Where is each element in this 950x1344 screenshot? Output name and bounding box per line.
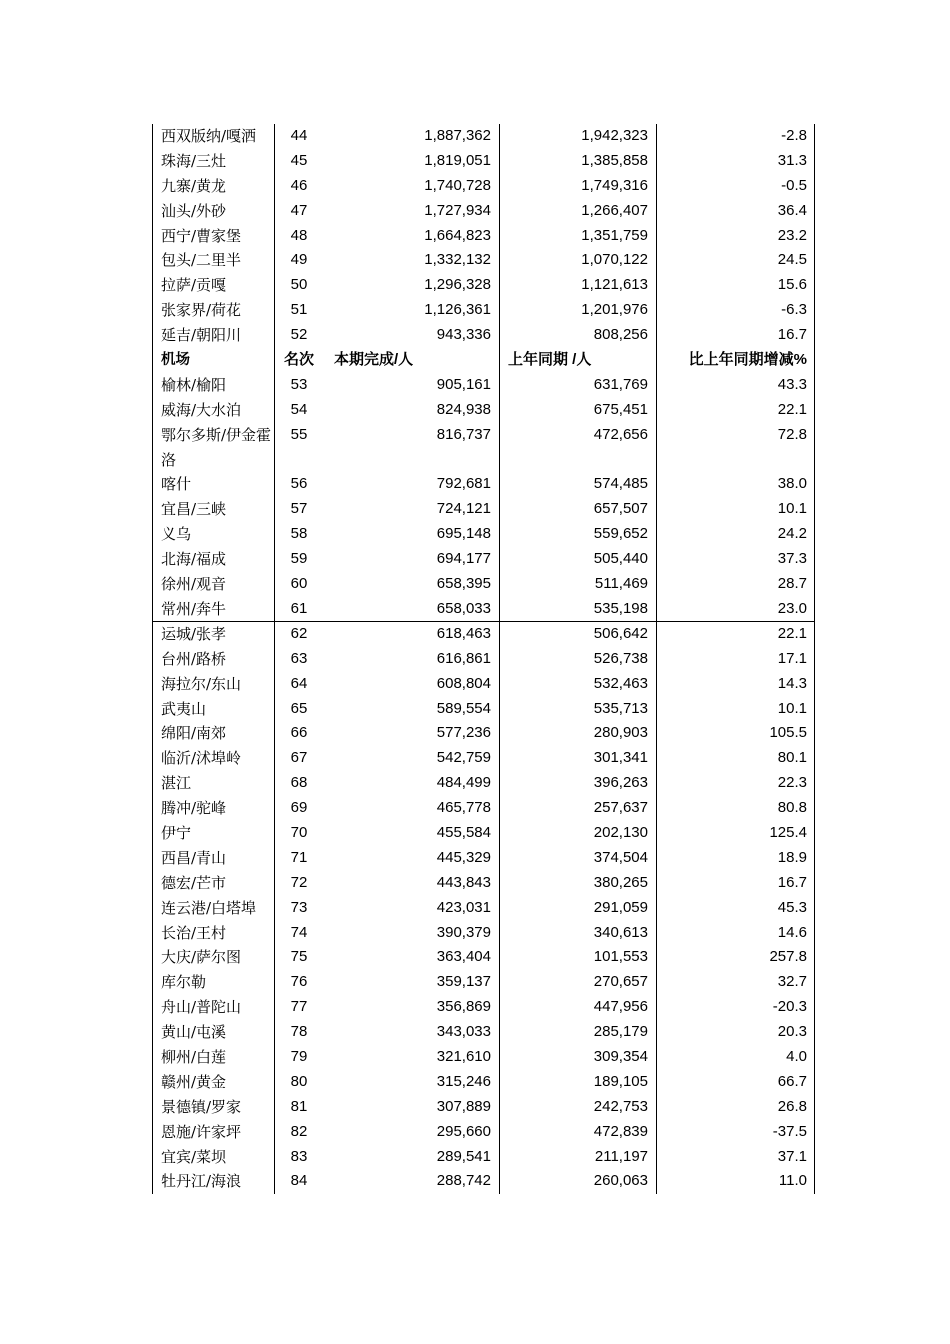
- current-passengers: 792,681: [436, 475, 491, 493]
- airport-name: 西宁/曹家堡: [161, 226, 242, 245]
- column-divider: [814, 124, 815, 1194]
- change-percent: 23.2: [777, 226, 807, 244]
- table-row: [152, 1145, 815, 1170]
- current-passengers: 295,660: [436, 1122, 491, 1140]
- current-passengers: 724,121: [436, 500, 491, 518]
- change-percent: 45.3: [777, 898, 807, 916]
- change-percent: -2.8: [781, 127, 807, 144]
- current-passengers: 905,161: [436, 375, 491, 393]
- airport-name: 张家界/荷花: [161, 301, 242, 320]
- table-row: [152, 248, 815, 273]
- change-percent: 43.3: [777, 375, 807, 393]
- airport-name: 临沂/沭埠岭: [161, 749, 242, 768]
- current-passengers: 658,033: [436, 599, 491, 617]
- airport-name: 武夷山: [161, 699, 207, 718]
- previous-passengers: 657,507: [593, 500, 648, 518]
- previous-passengers: 280,903: [593, 724, 648, 742]
- table-row: [152, 497, 815, 522]
- rank-cell: 83: [290, 1147, 308, 1165]
- header-current: 本期完成/人: [334, 351, 414, 369]
- previous-passengers: 374,504: [593, 848, 648, 866]
- rank-cell: 84: [290, 1172, 308, 1190]
- previous-passengers: 257,637: [593, 799, 648, 817]
- rank-cell: 61: [290, 599, 308, 617]
- rank-cell: 49: [290, 251, 308, 269]
- previous-passengers: 291,059: [593, 898, 648, 916]
- rank-cell: 48: [290, 226, 308, 244]
- section-divider: [152, 621, 815, 622]
- table-row: [152, 721, 815, 746]
- previous-passengers: 1,351,759: [581, 226, 648, 244]
- airport-name: 伊宁: [161, 823, 192, 842]
- current-passengers: 1,664,823: [424, 226, 491, 244]
- airport-name: 珠海/三灶: [161, 151, 227, 170]
- airport-name: 德宏/芒市: [161, 873, 227, 892]
- airport-name: 常州/奔牛: [161, 599, 227, 618]
- current-passengers: 816,737: [436, 425, 491, 443]
- change-percent: 18.9: [777, 848, 807, 866]
- rank-cell: 75: [290, 948, 308, 966]
- airport-name: 腾冲/驼峰: [161, 799, 227, 818]
- rank-cell: 44: [290, 127, 308, 144]
- rank-cell: 67: [290, 749, 308, 767]
- airport-name: 连云港/白塔埠: [161, 898, 257, 917]
- rank-cell: 52: [290, 326, 308, 344]
- change-percent: 28.7: [777, 575, 807, 593]
- current-passengers: 289,541: [436, 1147, 491, 1165]
- change-percent: -37.5: [772, 1122, 807, 1140]
- current-passengers: 608,804: [436, 674, 491, 692]
- rank-cell: 47: [290, 201, 308, 219]
- table-group-middle: [152, 373, 815, 622]
- change-percent: 72.8: [777, 425, 807, 443]
- rank-cell: 73: [290, 898, 308, 916]
- table-row: [152, 746, 815, 771]
- current-passengers: 1,740,728: [424, 176, 491, 194]
- airport-name: 威海/大水泊: [161, 400, 242, 419]
- rank-cell: 81: [290, 1097, 308, 1115]
- airport-name: 运城/张孝: [161, 624, 227, 643]
- change-percent: 23.0: [777, 599, 807, 617]
- table-row: [152, 995, 815, 1020]
- change-percent: -20.3: [772, 998, 807, 1016]
- rank-cell: 78: [290, 1023, 308, 1041]
- rank-cell: 76: [290, 973, 308, 991]
- current-passengers: 1,126,361: [424, 301, 491, 319]
- column-divider: [152, 124, 153, 1194]
- airport-name: 宜昌/三峡: [161, 500, 227, 519]
- current-passengers: 423,031: [436, 898, 491, 916]
- change-percent: -6.3: [781, 301, 807, 319]
- previous-passengers: 808,256: [593, 326, 648, 344]
- airport-name: 景德镇/罗家: [161, 1097, 242, 1116]
- current-passengers: 445,329: [436, 848, 491, 866]
- change-percent: 4.0: [786, 1047, 807, 1065]
- rank-cell: 57: [290, 500, 308, 518]
- table-row: [152, 896, 815, 921]
- table-row: [152, 398, 815, 423]
- header-previous: 上年同期 /人: [508, 351, 592, 369]
- airport-name: 西双版纳/嘎洒: [161, 127, 257, 145]
- table-row: [152, 323, 815, 348]
- current-passengers: 1,819,051: [424, 151, 491, 169]
- table-row: [152, 1169, 815, 1194]
- table-row: [152, 821, 815, 846]
- previous-passengers: 574,485: [593, 475, 648, 493]
- previous-passengers: 675,451: [593, 400, 648, 418]
- current-passengers: 589,554: [436, 699, 491, 717]
- current-passengers: 455,584: [436, 823, 491, 841]
- change-percent: 24.5: [777, 251, 807, 269]
- previous-passengers: 631,769: [593, 375, 648, 393]
- rank-cell: 71: [290, 848, 308, 866]
- rank-cell: 79: [290, 1047, 308, 1065]
- airport-name: 湛江: [161, 774, 192, 793]
- change-percent: 31.3: [777, 151, 807, 169]
- rank-cell: 80: [290, 1072, 308, 1090]
- current-passengers: 1,887,362: [424, 127, 491, 144]
- column-divider: [274, 124, 275, 1194]
- rank-cell: 74: [290, 923, 308, 941]
- rank-cell: 50: [290, 276, 308, 294]
- previous-passengers: 101,553: [593, 948, 648, 966]
- current-passengers: 1,296,328: [424, 276, 491, 294]
- table-row: [152, 124, 815, 149]
- change-percent: 37.1: [777, 1147, 807, 1165]
- airport-name: 库尔勒: [161, 973, 207, 992]
- previous-passengers: 472,656: [593, 425, 648, 443]
- table-row: [152, 472, 815, 497]
- current-passengers: 658,395: [436, 575, 491, 593]
- table-row: [152, 572, 815, 597]
- change-percent: 22.1: [777, 624, 807, 642]
- change-percent: 257.8: [769, 948, 807, 966]
- rank-cell: 70: [290, 823, 308, 841]
- table-row: [152, 647, 815, 672]
- rank-cell: 69: [290, 799, 308, 817]
- rank-cell: 66: [290, 724, 308, 742]
- current-passengers: 443,843: [436, 873, 491, 891]
- airport-name: 舟山/普陀山: [161, 998, 242, 1017]
- rank-cell: 54: [290, 400, 308, 418]
- previous-passengers: 309,354: [593, 1047, 648, 1065]
- previous-passengers: 396,263: [593, 774, 648, 792]
- airport-name: 牡丹江/海浪: [161, 1172, 242, 1191]
- airport-name: 长治/王村: [161, 923, 227, 942]
- airport-passenger-table: [152, 124, 815, 1194]
- table-row: [152, 298, 815, 323]
- table-row: [152, 522, 815, 547]
- change-percent: 80.8: [777, 799, 807, 817]
- change-percent: 80.1: [777, 749, 807, 767]
- table-row: [152, 1095, 815, 1120]
- rank-cell: 56: [290, 475, 308, 493]
- rank-cell: 62: [290, 624, 308, 642]
- current-passengers: 1,332,132: [424, 251, 491, 269]
- change-percent: 14.3: [777, 674, 807, 692]
- change-percent: 20.3: [777, 1023, 807, 1041]
- previous-passengers: 505,440: [593, 550, 648, 568]
- table-row: [152, 373, 815, 398]
- current-passengers: 695,148: [436, 525, 491, 543]
- current-passengers: 465,778: [436, 799, 491, 817]
- current-passengers: 1,727,934: [424, 201, 491, 219]
- previous-passengers: 526,738: [593, 649, 648, 667]
- previous-passengers: 532,463: [593, 674, 648, 692]
- rank-cell: 64: [290, 674, 308, 692]
- airport-name: 义乌: [161, 525, 192, 544]
- current-passengers: 321,610: [436, 1047, 491, 1065]
- previous-passengers: 380,265: [593, 873, 648, 891]
- previous-passengers: 472,839: [593, 1122, 648, 1140]
- table-row: [152, 970, 815, 995]
- change-percent: 26.8: [777, 1097, 807, 1115]
- table-row: [152, 273, 815, 298]
- table-row: [152, 622, 815, 647]
- table-row: [152, 846, 815, 871]
- header-change: 比上年同期增减%: [688, 351, 807, 369]
- table-group-bottom: [152, 622, 815, 1194]
- airport-name: 喀什: [161, 475, 192, 494]
- table-header-row: [152, 348, 815, 373]
- airport-name: 包头/二里半: [161, 251, 242, 270]
- change-percent: 14.6: [777, 923, 807, 941]
- table-row: [152, 174, 815, 199]
- current-passengers: 824,938: [436, 400, 491, 418]
- change-percent: 105.5: [769, 724, 807, 742]
- table-row: [152, 1120, 815, 1145]
- airport-name: 绵阳/南郊: [161, 724, 227, 743]
- column-divider: [499, 124, 500, 1194]
- change-percent: 22.1: [777, 400, 807, 418]
- change-percent: 16.7: [777, 326, 807, 344]
- current-passengers: 307,889: [436, 1097, 491, 1115]
- airport-name: 台州/路桥: [161, 649, 227, 668]
- previous-passengers: 1,201,976: [581, 301, 648, 319]
- change-percent: 36.4: [777, 201, 807, 219]
- airport-name: 九寨/黄龙: [161, 176, 227, 195]
- airport-name: 恩施/许家坪: [161, 1122, 242, 1141]
- current-passengers: 390,379: [436, 923, 491, 941]
- change-percent: 16.7: [777, 873, 807, 891]
- change-percent: 15.6: [777, 276, 807, 294]
- current-passengers: 359,137: [436, 973, 491, 991]
- current-passengers: 618,463: [436, 624, 491, 642]
- table-row: [152, 547, 815, 572]
- current-passengers: 356,869: [436, 998, 491, 1016]
- table-row: [152, 771, 815, 796]
- previous-passengers: 559,652: [593, 525, 648, 543]
- current-passengers: 943,336: [436, 326, 491, 344]
- rank-cell: 46: [290, 176, 308, 194]
- current-passengers: 315,246: [436, 1072, 491, 1090]
- previous-passengers: 211,197: [594, 1147, 648, 1165]
- change-percent: 10.1: [777, 500, 807, 518]
- change-percent: 11.0: [778, 1172, 807, 1190]
- current-passengers: 694,177: [436, 550, 491, 568]
- table-row: [152, 871, 815, 896]
- previous-passengers: 535,198: [593, 599, 648, 617]
- change-percent: 10.1: [777, 699, 807, 717]
- rank-cell: 53: [290, 375, 308, 393]
- previous-passengers: 506,642: [593, 624, 648, 642]
- rank-cell: 59: [290, 550, 308, 568]
- current-passengers: 484,499: [436, 774, 491, 792]
- airport-name: 徐州/观音: [161, 575, 227, 594]
- rank-cell: 60: [290, 575, 308, 593]
- table-group-top: [152, 124, 815, 348]
- previous-passengers: 447,956: [593, 998, 648, 1016]
- rank-cell: 51: [290, 301, 308, 319]
- change-percent: 37.3: [777, 550, 807, 568]
- table-row: [152, 1070, 815, 1095]
- rank-cell: 45: [290, 151, 308, 169]
- previous-passengers: 511,469: [594, 575, 648, 593]
- current-passengers: 542,759: [436, 749, 491, 767]
- airport-name: 西昌/青山: [161, 848, 227, 867]
- airport-name: 延吉/朝阳川: [161, 326, 242, 345]
- previous-passengers: 340,613: [593, 923, 648, 941]
- previous-passengers: 301,341: [593, 749, 648, 767]
- rank-cell: 65: [290, 699, 308, 717]
- current-passengers: 288,742: [436, 1172, 491, 1190]
- previous-passengers: 1,942,323: [581, 127, 648, 144]
- rank-cell: 77: [290, 998, 308, 1016]
- current-passengers: 577,236: [436, 724, 491, 742]
- previous-passengers: 285,179: [593, 1023, 648, 1041]
- rank-cell: 82: [290, 1122, 308, 1140]
- previous-passengers: 1,070,122: [581, 251, 648, 269]
- rank-cell: 58: [290, 525, 308, 543]
- table-row: [152, 224, 815, 249]
- previous-passengers: 242,753: [593, 1097, 648, 1115]
- previous-passengers: 1,385,858: [581, 151, 648, 169]
- previous-passengers: 270,657: [593, 973, 648, 991]
- table-row: [152, 697, 815, 722]
- airport-name: 赣州/黄金: [161, 1072, 227, 1091]
- previous-passengers: 1,749,316: [581, 176, 648, 194]
- previous-passengers: 1,121,613: [581, 276, 648, 294]
- airport-name: 拉萨/贡嘎: [161, 276, 227, 295]
- table-row: [152, 945, 815, 970]
- previous-passengers: 260,063: [593, 1172, 648, 1190]
- change-percent: 38.0: [777, 475, 807, 493]
- table-row: [152, 1045, 815, 1070]
- table-row: [152, 199, 815, 224]
- rank-cell: 55: [290, 425, 308, 443]
- change-percent: -0.5: [781, 176, 807, 194]
- change-percent: 17.1: [777, 649, 807, 667]
- airport-name: 海拉尔/东山: [161, 674, 242, 693]
- table-row: [152, 672, 815, 697]
- airport-name: 黄山/屯溪: [161, 1023, 227, 1042]
- airport-name: 榆林/榆阳: [161, 375, 227, 394]
- table-row: [152, 921, 815, 946]
- airport-name: 大庆/萨尔图: [161, 948, 242, 967]
- change-percent: 125.4: [769, 823, 807, 841]
- table-row: [152, 1020, 815, 1045]
- change-percent: 32.7: [777, 973, 807, 991]
- change-percent: 66.7: [777, 1072, 807, 1090]
- table-row: [152, 796, 815, 821]
- current-passengers: 343,033: [436, 1023, 491, 1041]
- airport-name: 宜宾/菜坝: [161, 1147, 227, 1166]
- column-divider: [656, 124, 657, 1194]
- airport-name: 柳州/白莲: [161, 1047, 227, 1066]
- airport-name: 汕头/外砂: [161, 201, 227, 220]
- current-passengers: 616,861: [436, 649, 491, 667]
- rank-cell: 72: [290, 873, 308, 891]
- previous-passengers: 535,713: [593, 699, 648, 717]
- table-row: [152, 149, 815, 174]
- rank-cell: 68: [290, 774, 308, 792]
- previous-passengers: 1,266,407: [581, 201, 648, 219]
- airport-name: 北海/福成: [161, 550, 227, 569]
- previous-passengers: 202,130: [593, 823, 648, 841]
- change-percent: 24.2: [777, 525, 807, 543]
- previous-passengers: 189,105: [593, 1072, 648, 1090]
- change-percent: 22.3: [777, 774, 807, 792]
- airport-name: 鄂尔多斯/伊金霍洛: [161, 425, 272, 469]
- rank-cell: 63: [290, 649, 308, 667]
- current-passengers: 363,404: [436, 948, 491, 966]
- header-rank: 名次: [283, 351, 314, 369]
- header-airport: 机场: [161, 352, 190, 369]
- table-row: [152, 597, 815, 622]
- table-row: [152, 423, 815, 473]
